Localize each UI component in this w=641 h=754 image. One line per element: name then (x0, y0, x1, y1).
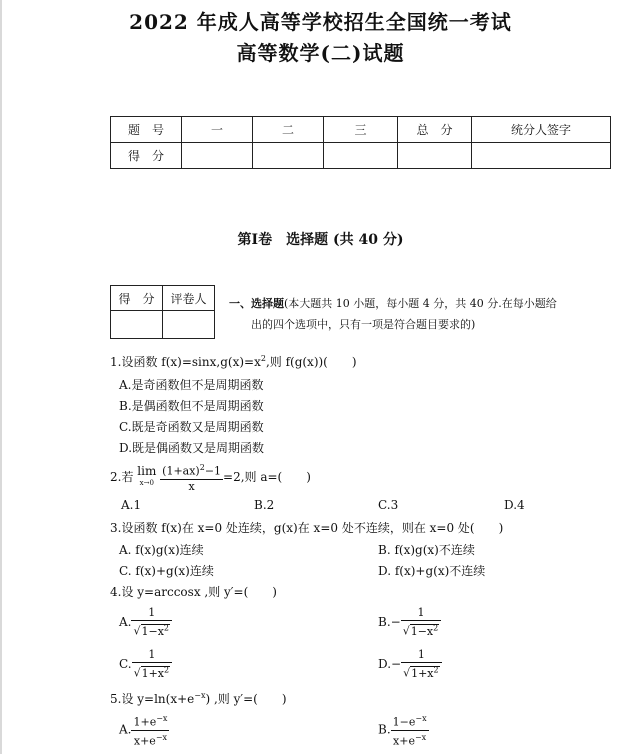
score-table-header-row (111, 117, 611, 143)
q3-stem: 3.设函数 f(x)在 x=0 处连续，g(x)在 x=0 处不连续，则在 x=0 处( ) (110, 521, 504, 535)
grader-score-label: 得 分 (111, 286, 163, 311)
q2-option-b[interactable]: B.2 (254, 498, 275, 512)
score-header-cell: 总 分 (398, 117, 472, 143)
score-table-score-row (111, 143, 611, 169)
q4-option-c[interactable]: C. $\frac{1}{√1+x^2}$ (119, 648, 172, 681)
q3-option-c[interactable]: C. f(x)+g(x)连续 (119, 564, 214, 578)
part1-text-line1: (本大题共 10 小题，每小题 4 分，共 40 分.在每小题给 (284, 297, 557, 310)
q5-option-a[interactable]: A. $\frac{1+e^{-x}}{x+e^{-x}}$ (119, 714, 168, 748)
score-header-cell: 二 (253, 117, 324, 143)
exam-subtitle: 高等数学(二)试题 (236, 41, 405, 65)
score-row-label: 得 分 (111, 143, 182, 169)
score-input-cell[interactable] (324, 143, 398, 169)
q4-option-d[interactable]: D.− $\frac{1}{√1+x^2}$ (378, 648, 442, 681)
section-title: 第Ⅰ卷 选择题 (共 40 分) (237, 232, 404, 248)
q3-option-a[interactable]: A. f(x)g(x)连续 (119, 543, 204, 557)
limit-operator: lim x→0 (137, 464, 157, 488)
q1-stem: 1.设函数 $f(x)=\sin x,g(x)=x^2$,则 f(g(x))( ) (110, 354, 357, 369)
part1-lead: 一、选择题 (229, 297, 284, 310)
q5-stem: 5.设 $y=\ln(x+e^{-x})$ ,则 y′=( ) (110, 691, 287, 706)
exam-title: 2022 年成人高等学校招生全国统一考试 (129, 10, 512, 34)
grader-reviewer-cell[interactable] (163, 311, 215, 339)
signature-cell[interactable] (472, 143, 611, 169)
q4-option-a[interactable]: A. $\frac{1}{√1-x^2}$ (119, 606, 172, 639)
grader-reviewer-label: 评卷人 (163, 286, 215, 311)
score-input-cell[interactable] (253, 143, 324, 169)
q2-option-c[interactable]: C.3 (378, 498, 399, 512)
score-header-cell: 一 (182, 117, 253, 143)
score-header-cell: 题 号 (111, 117, 182, 143)
part1-instructions (229, 293, 609, 335)
q2-option-d[interactable]: D.4 (504, 498, 525, 512)
page-edge (0, 0, 2, 754)
q1-option-a[interactable]: A.是奇函数但不是周期函数 (119, 378, 264, 392)
grader-box (110, 285, 215, 339)
q1-option-c[interactable]: C.既是奇函数又是周期函数 (119, 420, 264, 434)
q3-option-d[interactable]: D. f(x)+g(x)不连续 (378, 564, 486, 578)
q1-option-b[interactable]: B.是偶函数但不是周期函数 (119, 399, 264, 413)
q5-option-b[interactable]: B. $\frac{1-e^{-x}}{x+e^{-x}}$ (378, 714, 427, 748)
score-input-cell[interactable] (182, 143, 253, 169)
q4-stem: 4.设 y=arccosx ,则 y′=( ) (110, 585, 277, 599)
q2-stem: 2.若 lim x→0 $\frac{(1+ax)^2-1}{x}$ =2,则 a=( ) (110, 463, 311, 493)
score-table (110, 116, 611, 169)
score-header-cell: 三 (324, 117, 398, 143)
q2-fraction: $\frac{(1+ax)^2-1}{x}$ (162, 463, 222, 493)
score-input-cell[interactable] (398, 143, 472, 169)
score-header-cell: 统分人签字 (472, 117, 611, 143)
q2-option-a[interactable]: A.1 (121, 498, 142, 512)
part1-text-line2: 出的四个选项中，只有一项是符合题目要求的) (251, 318, 476, 331)
grader-score-cell[interactable] (111, 311, 163, 339)
q1-option-d[interactable]: D.既是偶函数又是周期函数 (119, 441, 265, 455)
q3-option-b[interactable]: B. f(x)g(x)不连续 (378, 543, 475, 557)
q4-option-b[interactable]: B.− $\frac{1}{√1-x^2}$ (378, 606, 441, 639)
